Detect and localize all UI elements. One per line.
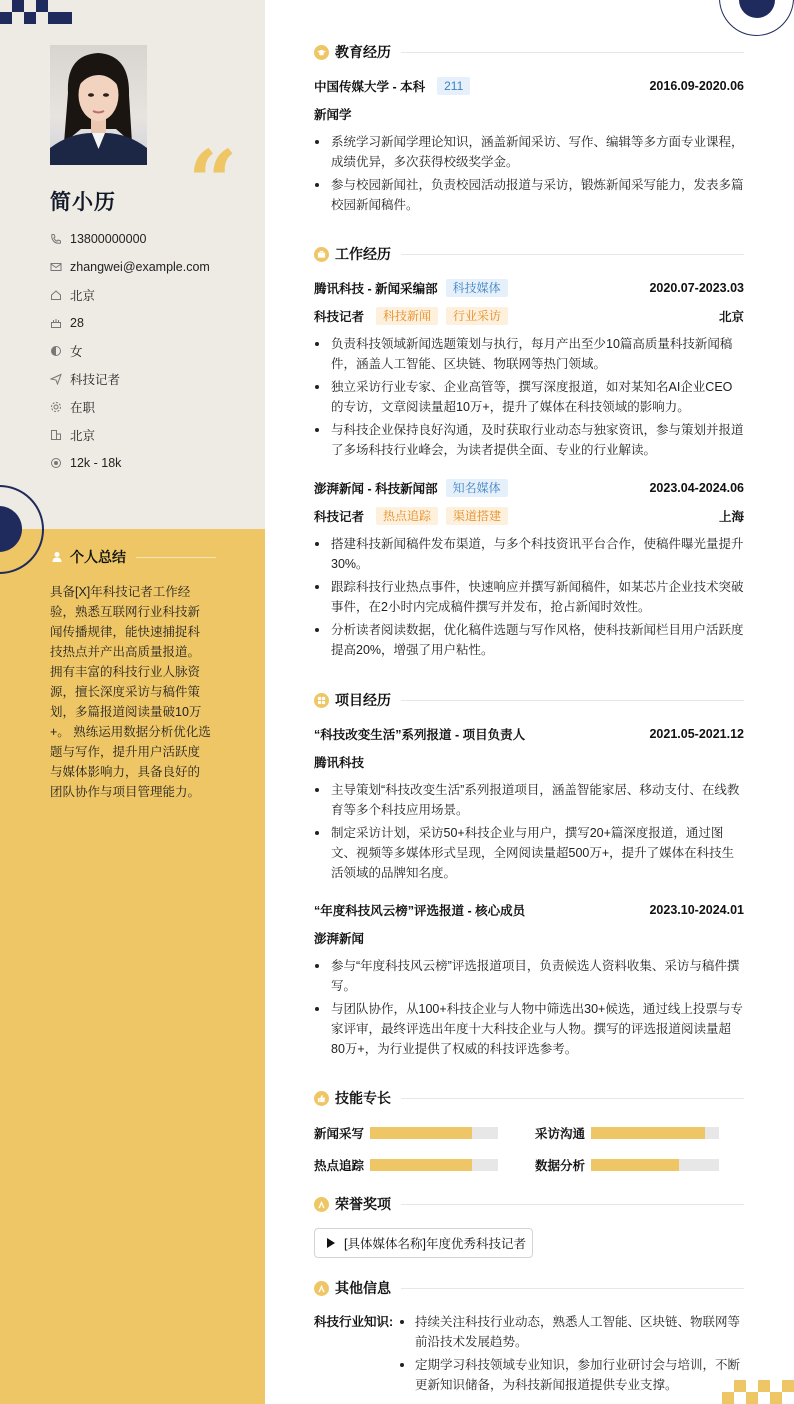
home-text: 北京	[70, 289, 96, 303]
section-divider	[401, 52, 744, 53]
role-name: 科技记者	[314, 310, 365, 324]
info-row-city	[50, 421, 260, 449]
list-item: 分析读者阅读数据，优化稿件选题与写作风格，使科技新闻栏目用户活跃度提高20%，增强了用户粘性。	[314, 620, 744, 660]
job-header-row	[314, 479, 744, 497]
role-tag: 科技新闻	[376, 307, 438, 325]
job-header-row	[314, 279, 744, 297]
company-tag: 知名媒体	[446, 479, 508, 497]
section-divider	[401, 1288, 744, 1289]
summary-divider	[136, 557, 216, 558]
company-tag: 科技媒体	[446, 279, 508, 297]
list-item: 参与校园新闻社，负责校园活动报道与采访，锻炼新闻采写能力，发表多篇校园新闻稿件。	[314, 175, 744, 215]
checker-decoration-bottom-right	[722, 1380, 794, 1404]
thumbs-up-icon	[314, 1091, 329, 1106]
home-icon	[50, 289, 62, 301]
job-role	[314, 507, 508, 525]
section-honors-heading	[314, 1194, 744, 1214]
list-item: 与团队协作，从100+科技企业与人物中筛选出30+候选，通过线上投票与专家评审，最终评选出年度十大科技企业与人物。撰写的评选报道阅读量超80万+，为行业提供了权威的科技评选参考。	[314, 999, 744, 1059]
skill-bar-fill	[591, 1159, 679, 1171]
section-divider	[401, 1204, 744, 1205]
info-row-phone	[50, 225, 260, 253]
education-major: 新闻学	[314, 108, 352, 122]
section-title: 项目经历	[335, 692, 391, 708]
list-item: 参与“年度科技风云榜”评选报道项目，负责候选人资料收集、采访与稿件撰写。	[314, 956, 744, 996]
project-bullets	[314, 956, 744, 1062]
skill-bar-fill	[370, 1159, 472, 1171]
list-item: 主导策划“科技改变生活”系列报道项目，涵盖智能家居、移动支付、在线教育等多个科技应用场景。	[314, 780, 744, 820]
job-company	[314, 279, 508, 297]
email-text: zhangwei@example.com	[70, 260, 210, 274]
list-item: 与科技企业保持良好沟通，及时获取行业动态与独家资讯，参与策划并报道了多场科技行业峰会，为读者提供全面、专业的行业解读。	[314, 420, 744, 460]
education-major-row	[314, 105, 744, 123]
info-row-status	[50, 393, 260, 421]
play-icon	[327, 1238, 335, 1248]
mail-icon	[50, 261, 62, 273]
section-divider	[401, 700, 744, 701]
section-title: 其他信息	[335, 1280, 391, 1296]
graduation-cap-icon	[314, 45, 329, 60]
company-name: 澎湃新闻 - 科技新闻部	[314, 482, 438, 496]
section-divider	[401, 1098, 744, 1099]
job-text: 科技记者	[70, 373, 121, 387]
section-education-heading	[314, 42, 744, 62]
list-item: 搭建科技新闻稿件发布渠道，与多个科技资讯平台合作，使稿件曝光量提升30%。	[314, 534, 744, 574]
list-item: 跟踪科技行业热点事件，快速响应并撰写新闻稿件，如某芯片企业技术突破事件，在2小时内完成稿件撰写并发布，抢占新闻时效性。	[314, 577, 744, 617]
job-role-row	[314, 507, 744, 525]
skill-item	[314, 1124, 498, 1142]
skill-bar	[591, 1127, 719, 1139]
section-title: 工作经历	[335, 246, 391, 262]
education-bullets	[314, 132, 744, 218]
salary-icon	[50, 457, 62, 469]
school-name: 中国传媒大学 - 本科	[314, 80, 426, 94]
section-title: 教育经历	[335, 44, 391, 60]
education-school	[314, 77, 470, 95]
city-icon	[50, 429, 62, 441]
section-title: 技能专长	[335, 1090, 391, 1106]
project-org-row	[314, 753, 744, 771]
education-date: 2016.09-2020.06	[649, 79, 744, 93]
project-header-row	[314, 901, 744, 919]
phone-text: 13800000000	[70, 232, 147, 246]
briefcase-icon	[314, 247, 329, 262]
skill-bar-fill	[591, 1127, 705, 1139]
summary-text: 具备[X]年科技记者工作经验，熟悉互联网行业科技新闻传播规律，能快速捕捉科技热点并产出高质量报道。 拥有丰富的科技行业人脉资源，擅长深度采访与稿件策划，多篇报道阅读量破10万+。 熟练运用数据分析优化选题与写作，提升用户活跃度与媒体影响力，具备良好的团队协作与项目管理能力。	[50, 585, 211, 799]
info-row-gender	[50, 337, 260, 365]
section-title: 荣誉奖项	[335, 1196, 391, 1212]
age-text: 28	[70, 316, 84, 330]
skill-name: 采访沟通	[535, 1127, 586, 1141]
skill-name: 热点追踪	[314, 1159, 365, 1173]
info-icon	[314, 1281, 329, 1296]
school-tag: 211	[437, 77, 470, 95]
project-date: 2021.05-2021.12	[649, 727, 744, 741]
status-text: 在职	[70, 401, 96, 415]
job-date: 2023.04-2024.06	[649, 481, 744, 495]
gender-icon	[50, 345, 62, 357]
contact-info-list	[50, 225, 260, 477]
skill-item	[535, 1156, 719, 1174]
age-icon	[50, 317, 62, 329]
list-item: 定期学习科技领域专业知识，参加行业研讨会与培训，不断更新知识储备，为科技新闻报道提供专业支撑。	[400, 1355, 744, 1395]
section-other-heading	[314, 1278, 744, 1298]
info-row-email	[50, 253, 260, 281]
role-tag: 热点追踪	[376, 507, 438, 525]
job-icon	[50, 373, 62, 385]
job-location: 上海	[718, 510, 744, 524]
job-role-row	[314, 307, 744, 325]
skill-name: 新闻采写	[314, 1127, 365, 1141]
project-org: 澎湃新闻	[314, 932, 365, 946]
project-org: 腾讯科技	[314, 756, 365, 770]
skill-bar	[370, 1159, 498, 1171]
project-org-row	[314, 929, 744, 947]
avatar-photo	[50, 45, 147, 165]
other-bullets	[400, 1312, 744, 1398]
quote-mark-icon: “	[188, 132, 238, 233]
city-text: 北京	[70, 429, 96, 443]
list-item: 独立采访行业专家、企业高管等，撰写深度报道，如对某知名AI企业CEO的专访，文章阅读量超10万+，提升了媒体在科技领域的影响力。	[314, 377, 744, 417]
award-item[interactable]	[314, 1228, 533, 1258]
section-work-heading	[314, 244, 744, 264]
skill-bar-fill	[370, 1127, 472, 1139]
summary-title: 个人总结	[70, 549, 126, 565]
person-icon	[50, 550, 64, 564]
role-name: 科技记者	[314, 510, 365, 524]
role-tag: 行业采访	[446, 307, 508, 325]
gender-text: 女	[70, 345, 83, 359]
role-tag: 渠道搭建	[446, 507, 508, 525]
section-divider	[401, 254, 744, 255]
skill-bar	[591, 1159, 719, 1171]
job-company	[314, 479, 508, 497]
summary-heading	[50, 547, 216, 567]
status-icon	[50, 401, 62, 413]
project-date: 2023.10-2024.01	[649, 903, 744, 917]
list-item: 持续关注科技行业动态，熟悉人工智能、区块链、物联网等前沿技术发展趋势。	[400, 1312, 744, 1352]
job-bullets	[314, 334, 744, 463]
salary-text: 12k - 18k	[70, 456, 122, 470]
skill-item	[314, 1156, 498, 1174]
job-location: 北京	[718, 310, 744, 324]
section-projects-heading	[314, 690, 744, 710]
section-skills-heading	[314, 1088, 744, 1108]
checker-decoration-top-left	[0, 0, 75, 24]
company-name: 腾讯科技 - 新闻采编部	[314, 282, 438, 296]
job-date: 2020.07-2023.03	[649, 281, 744, 295]
skill-name: 数据分析	[535, 1159, 586, 1173]
job-bullets	[314, 534, 744, 663]
award-text: [具体媒体名称]年度优秀科技记者	[344, 1237, 526, 1251]
grid-icon	[314, 693, 329, 708]
skill-bar	[370, 1127, 498, 1139]
list-item: 系统学习新闻学理论知识，涵盖新闻采访、写作、编辑等多方面专业课程，成绩优异，多次获得校级奖学金。	[314, 132, 744, 172]
skill-item	[535, 1124, 719, 1142]
project-header-row	[314, 725, 744, 743]
project-name: “科技改变生活”系列报道 - 项目负责人	[314, 728, 526, 742]
info-row-salary	[50, 449, 260, 477]
project-bullets	[314, 780, 744, 886]
list-item: 制定采访计划，采访50+科技企业与用户，撰写20+篇深度报道，通过图文、视频等多媒体形式呈现，全网阅读量超500万+，提升了媒体在科技生活领域的品牌知名度。	[314, 823, 744, 883]
person-name: 简小历	[50, 191, 116, 214]
job-role	[314, 307, 508, 325]
list-item: 负责科技领域新闻选题策划与执行，每月产出至少10篇高质量科技新闻稿件，涵盖人工智能、区块链、物联网等热门领域。	[314, 334, 744, 374]
education-header-row	[314, 77, 744, 95]
info-row-age	[50, 309, 260, 337]
other-label: 科技行业知识:	[314, 1315, 394, 1329]
project-name: “年度科技风云榜”评选报道 - 核心成员	[314, 904, 526, 918]
phone-icon	[50, 233, 62, 245]
info-row-job	[50, 365, 260, 393]
award-icon	[314, 1197, 329, 1212]
info-row-home	[50, 281, 260, 309]
